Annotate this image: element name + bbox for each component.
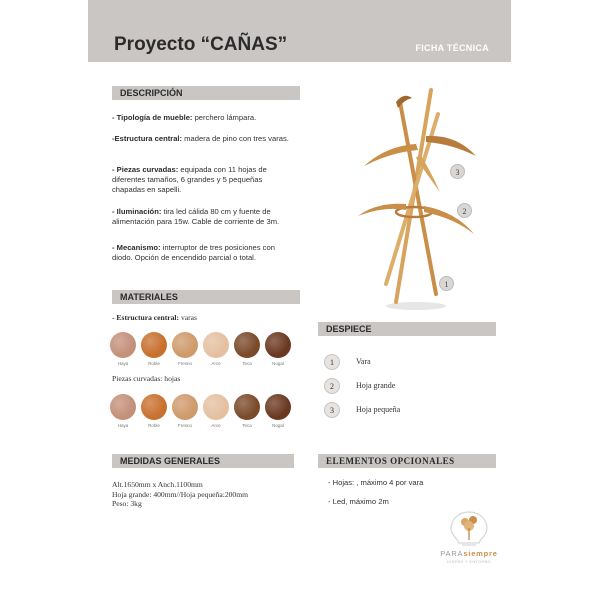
wood-swatch-roble (141, 332, 167, 358)
dimensions-weight: Peso: 3kg (112, 499, 142, 508)
wood-swatch-label: Roble (148, 361, 160, 366)
wood-swatch-label: Fresno (177, 361, 192, 366)
wood-swatch-fresno (172, 332, 198, 358)
wood-swatch-nogal (265, 394, 291, 420)
wood-swatch-label: Roble (148, 423, 160, 428)
page-title: Proyecto “CAÑAS” (114, 34, 288, 55)
coat-stand-illustration (356, 84, 506, 314)
materials-structure-text: varas (179, 313, 197, 322)
section-heading: MEDIDAS GENERALES (120, 456, 221, 466)
materials-structure-label: - Estructura central: (112, 313, 180, 322)
optional-leaves: - Hojas: , máximo 4 por vara (328, 478, 424, 487)
wood-swatch-label: Nogal (272, 361, 284, 366)
callout-1: 1 (439, 276, 454, 291)
section-bar-descripcion (112, 86, 300, 100)
wood-swatch-teca (234, 332, 260, 358)
callout-3: 3 (450, 164, 465, 179)
optional-led: - Led, máximo 2m (328, 497, 389, 506)
wood-swatch-row-hojas (110, 394, 300, 434)
desc-paragraph-tipologia (112, 113, 294, 123)
brand-logo (429, 508, 509, 568)
leaf-right-upper (426, 136, 476, 156)
brand-wordmark (429, 549, 509, 558)
header-band (88, 0, 511, 62)
desc-label: -Estructura central: (112, 134, 183, 143)
leaf-top-small (396, 96, 412, 108)
section-heading: MATERIALES (120, 292, 178, 302)
wood-swatch-label: Fresno (177, 423, 192, 428)
lightbulb-tree-icon (429, 508, 509, 548)
desc-paragraph-piezas (112, 165, 294, 195)
page (88, 0, 511, 600)
desc-text: interruptor de tres posiciones con diodo. Opción de encendido parcial o total. (112, 243, 275, 262)
desc-text: tira led cálida 80 cm y fuente de alimentación para 15w. Cable de corriente de 3m. (112, 207, 280, 226)
dimensions-block (112, 480, 294, 509)
materials-pieces-label: Piezas curvadas: hojas (112, 374, 181, 383)
parts-number-badge: 3 (324, 402, 340, 418)
parts-number-badge: 1 (324, 354, 340, 370)
wood-swatch-label: Nogal (272, 423, 284, 428)
wood-swatch-haya (110, 332, 136, 358)
desc-text: equipada con 11 hojas de diferentes tamaños, 6 grandes y 5 pequeñas chapadas en sapelli. (112, 165, 267, 194)
section-bar-materiales (112, 290, 300, 304)
wood-swatch-label: Teca (242, 361, 252, 366)
desc-label: - Piezas curvadas: (112, 165, 179, 174)
desc-text: perchero lámpara. (192, 113, 257, 122)
wood-swatch-row-varas (110, 332, 300, 372)
wood-swatch-label: Arce (211, 423, 221, 428)
section-bar-medidas (112, 454, 294, 468)
materials-structure-line (112, 313, 294, 323)
desc-paragraph-estructura (112, 134, 294, 144)
wood-swatch-label: Arce (211, 361, 221, 366)
brand-tagline: DISEÑO Y ENTORNO (447, 560, 491, 564)
wood-swatch-label: Haya (117, 423, 129, 428)
dimensions-leaves: Hoja grande: 400mm//Hoja pequeña:200mm (112, 489, 249, 499)
parts-label: Vara (356, 357, 371, 366)
dimensions-overall: Alt.1650mm x Anch.1100mm (112, 480, 203, 489)
desc-label: - Mecanismo: (112, 243, 161, 252)
section-heading: ELEMENTOS OPCIONALES (326, 456, 455, 466)
brand-wordmark-b: siempre (463, 549, 498, 558)
wood-swatch-nogal (265, 332, 291, 358)
section-heading: DESCRIPCIÓN (120, 88, 183, 98)
section-heading: DESPIECE (326, 324, 372, 334)
section-bar-despiece (318, 322, 496, 336)
stand-rod-2 (400, 102, 436, 294)
desc-text: madera de pino con tres varas. (182, 134, 289, 143)
parts-number-badge: 2 (324, 378, 340, 394)
wood-swatch-haya (110, 394, 136, 420)
desc-paragraph-mecanismo (112, 243, 294, 263)
desc-label: - Tipología de mueble: (112, 113, 193, 122)
wood-swatch-arce (203, 332, 229, 358)
parts-label: Hoja pequeña (356, 405, 401, 414)
brand-wordmark-a: PARA (440, 549, 464, 558)
parts-label: Hoja grande (356, 381, 396, 390)
section-bar-opcionales (318, 454, 496, 468)
callout-2: 2 (457, 203, 472, 218)
wood-swatch-fresno (172, 394, 198, 420)
wood-swatch-label: Teca (242, 423, 252, 428)
wood-swatch-teca (234, 394, 260, 420)
wood-swatch-arce (203, 394, 229, 420)
desc-label: - Iluminación: (112, 207, 162, 216)
document-tag: FICHA TÉCNICA (415, 43, 489, 53)
wood-swatch-label: Haya (117, 361, 129, 366)
desc-paragraph-iluminacion (112, 207, 294, 227)
wood-swatch-roble (141, 394, 167, 420)
